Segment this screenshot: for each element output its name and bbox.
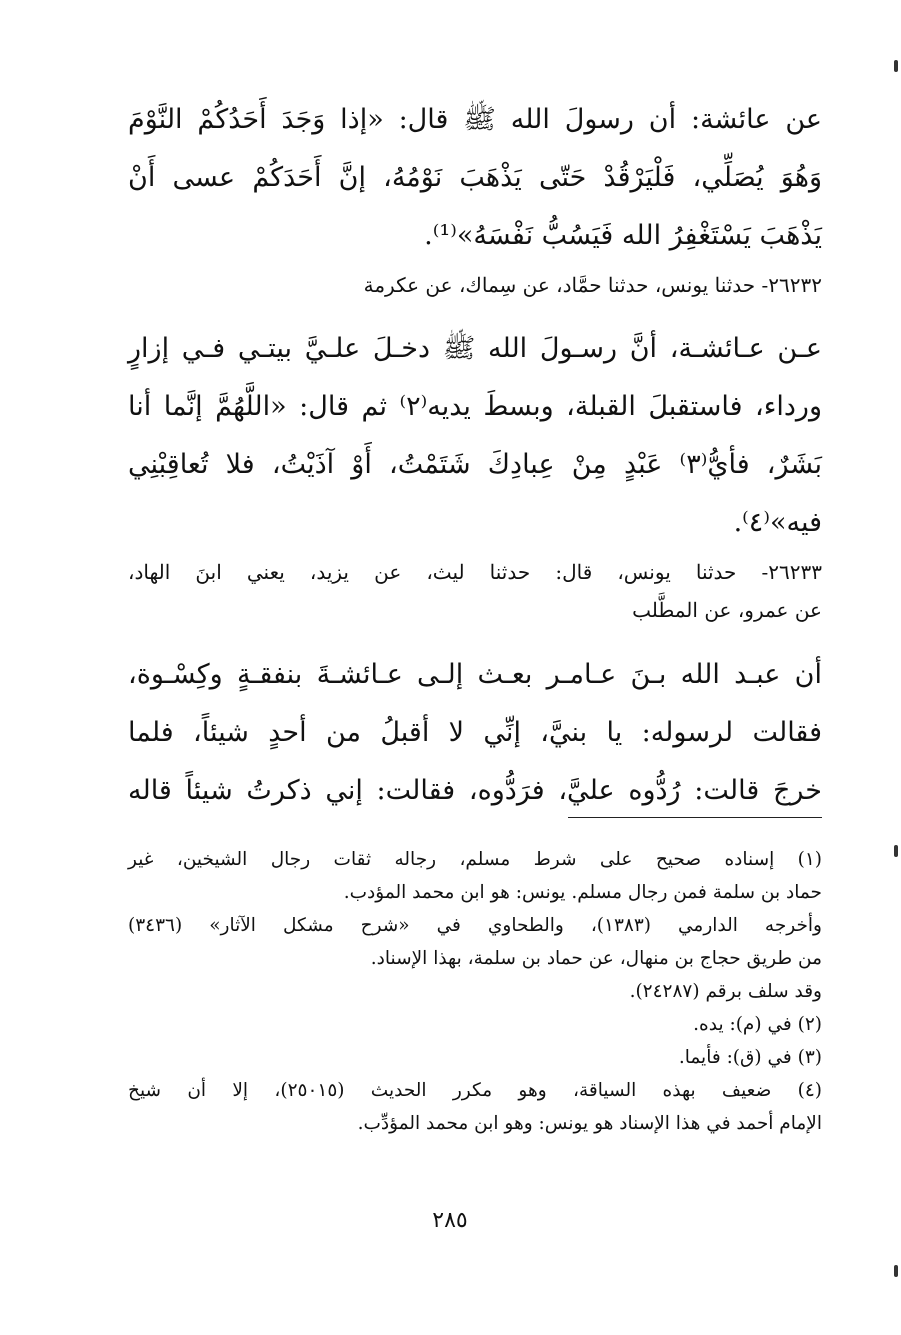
footnote-line: حماد بن سلمة فمن رجال مسلم. يونس: هو ابن محمد المؤدب.: [343, 882, 822, 903]
footnote-line: (٣) في (ق): فأيما.: [678, 1047, 822, 1068]
footnotes: [128, 843, 822, 1140]
footnote-line: وأخرجه الدارمي (١٣٨٣)، والطحاوي في «شرح مشكل الآثار» (٣٤٣٦): [128, 915, 822, 936]
footnote-line: من طريق حجاج بن منهال، عن حماد بن سلمة، بهذا الإسناد.: [370, 948, 822, 969]
scan-edge-mark: [894, 1265, 898, 1277]
footnote-line: (١) إسناده صحيح على شرط مسلم، رجاله ثقات رجال الشيخين، غير: [128, 849, 822, 870]
text-line: أن عبـد الله بـنَ عـامـر بعـث إلـى عـائشـةَ بنفقـةٍ وكِسْـوة،: [128, 659, 822, 690]
hadith-text-26233: [128, 646, 822, 820]
footnote-line: الإمام أحمد في هذا الإسناد هو يونس: وهو ابن محمد المؤدِّب.: [357, 1113, 822, 1134]
footnote-line: (٢) في (م): يده.: [693, 1014, 822, 1035]
text-line: ورداء، فاستقبلَ القبلة، وبسطَ يديه⁽٢⁾ ثم قال: «اللَّهُمَّ إنَّما أنا: [128, 391, 822, 422]
scan-edge-mark: [894, 60, 898, 72]
text-line: فقالت لرسوله: يا بنيَّ، إنِّي لا أقبلُ من أحدٍ شيئاً، فلما: [128, 717, 822, 748]
text-line: وَهُوَ يُصَلِّي، فَلْيَرْقُدْ حَتّى يَذْهَبَ نَوْمُهُ، إنَّ أَحَدَكُمْ عسى أَنْ: [128, 162, 822, 193]
text-line: فيه»⁽٤⁾.: [733, 507, 822, 538]
isnad-line: ٢٦٢٣٢- حدثنا يونس، حدثنا حمَّاد، عن سِماك، عن عكرمة: [363, 273, 822, 297]
footnote-line: وقد سلف برقم (٢٤٢٨٧).: [629, 981, 822, 1002]
footnote-line: (٤) ضعيف بهذه السياقة، وهو مكرر الحديث (٢٥٠١٥)، إلا أن شيخ: [128, 1080, 822, 1101]
hadith-text-1: [128, 91, 822, 265]
isnad-26233: [128, 553, 822, 629]
text-line: خرجَ قالت: رُدُّوه عليَّ، فرَدُّوه، فقالت: إني ذكرتُ شيئاً قاله: [128, 775, 822, 806]
text-line: عن عائشة: أن رسولَ الله ﷺ قال: «إذا وَجَدَ أَحَدُكُمْ النَّوْمَ: [128, 104, 822, 135]
isnad-line: عن عمرو، عن المطَّلب: [632, 598, 822, 622]
hadith-text-26232: [128, 320, 822, 552]
page-number: ٢٨٥: [432, 1208, 468, 1233]
footnote-separator: [568, 817, 822, 818]
text-line: بَشَرٌ، فأيُّ⁽٣⁾ عَبْدٍ مِنْ عِبادِكَ شَتَمْتُ، أَوْ آذَيْتُ، فلا تُعاقِبْنِي: [128, 449, 822, 480]
isnad-line: ٢٦٢٣٣- حدثنا يونس، قال: حدثنا ليث، عن يزيد، يعني ابنَ الهاد،: [128, 560, 822, 584]
text-line: يَذْهَبَ يَسْتَغْفِرُ الله فَيَسُبُّ نَفْسَهُ»⁽¹⁾.: [424, 220, 822, 251]
text-line: عـن عـائشـة، أنَّ رسـولَ الله ﷺ دخـلَ علـيَّ بيتـي فـي إزارٍ: [128, 333, 822, 364]
isnad-26232: [128, 266, 822, 304]
scan-edge-mark: [894, 845, 898, 857]
